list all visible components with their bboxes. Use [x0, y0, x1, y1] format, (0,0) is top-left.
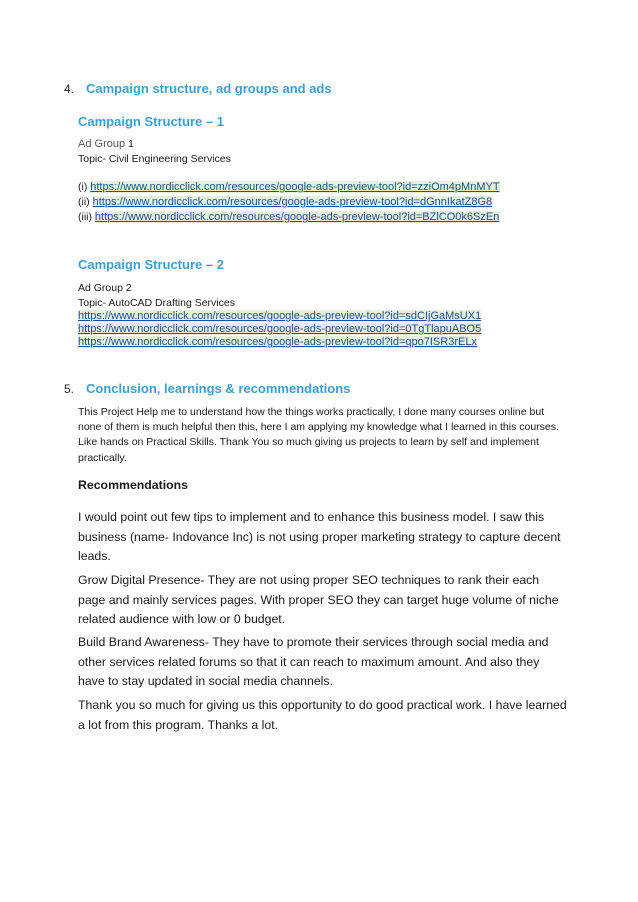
ads-preview-link[interactable]: https://www.nordicclick.com/resources/google-ads-preview-tool?id=0TgTlapuABO5: [78, 323, 482, 335]
ads-preview-link[interactable]: https://www.nordicclick.com/resources/google-ads-preview-tool?id=BZlCO0k6SzEn: [94, 211, 500, 223]
ad-group-number: 1: [128, 138, 134, 150]
recommendations-heading: Recommendations: [78, 478, 189, 492]
campaign-structure-2-heading: Campaign Structure – 2: [78, 257, 224, 272]
ad-group-label: Ad Group: [78, 138, 126, 150]
recommendation-paragraph: Grow Digital Presence- They are not using proper SEO techniques to rank their each page and mainly services pages. With proper SEO they can target huge volume of niche related audience with low or 0 budget.: [78, 573, 559, 627]
ads-preview-link[interactable]: https://www.nordicclick.com/resources/google-ads-preview-tool?id=qpo7ISR3rELx: [78, 336, 477, 348]
campaign-structure-1-heading: Campaign Structure – 1: [78, 114, 224, 129]
conclusion-paragraph: This Project Help me to understand how the things works practically, I done many courses online but none of them is much helpful then this, here I am applying my knowledge what I learned in this courses. Like hands on Practical Skills. Thank You so much giving us projects to learn by self and implement practically.: [78, 406, 559, 464]
ads-preview-link[interactable]: https://www.nordicclick.com/resources/google-ads-preview-tool?id=dGnnIkatZ8G8: [92, 196, 493, 208]
section-4-number: 4.: [64, 82, 75, 96]
cs1-link-row: [78, 196, 492, 208]
link-prefix: (iii): [78, 211, 92, 223]
topic-civil: Topic- Civil Engineering Services: [78, 153, 231, 165]
section-5-title: Conclusion, learnings & recommendations: [86, 381, 351, 396]
recommendation-paragraph: I would point out few tips to implement and to enhance this business model. I saw this business (name- Indovance Inc) is not using proper marketing strategy to capture decent leads.: [78, 510, 561, 564]
link-prefix: (i): [78, 181, 88, 193]
closing-paragraph: Thank you so much for giving us this opportunity to do good practical work. I have learned a lot from this program. Thanks a lot.: [78, 698, 567, 732]
ad-group-2: Ad Group 2: [78, 282, 132, 294]
topic-autocad: Topic- AutoCAD Drafting Services: [78, 297, 235, 309]
cs1-link-row: [78, 211, 499, 223]
cs1-link-row: [78, 181, 500, 193]
ad-group-1-line: [78, 138, 134, 150]
link-prefix: (ii): [78, 196, 90, 208]
recommendation-paragraph: Build Brand Awareness- They have to promote their services through social media and other services related forums so that it can reach to maximum amount. And also they have to stay updated in social media channels.: [78, 635, 549, 689]
section-4-title: Campaign structure, ad groups and ads: [86, 81, 332, 96]
ads-preview-link[interactable]: https://www.nordicclick.com/resources/google-ads-preview-tool?id=zziOm4pMnMYT: [90, 181, 500, 193]
ads-preview-link[interactable]: https://www.nordicclick.com/resources/google-ads-preview-tool?id=sdCIjGaMsUX1: [78, 310, 482, 322]
section-5-number: 5.: [64, 382, 75, 396]
